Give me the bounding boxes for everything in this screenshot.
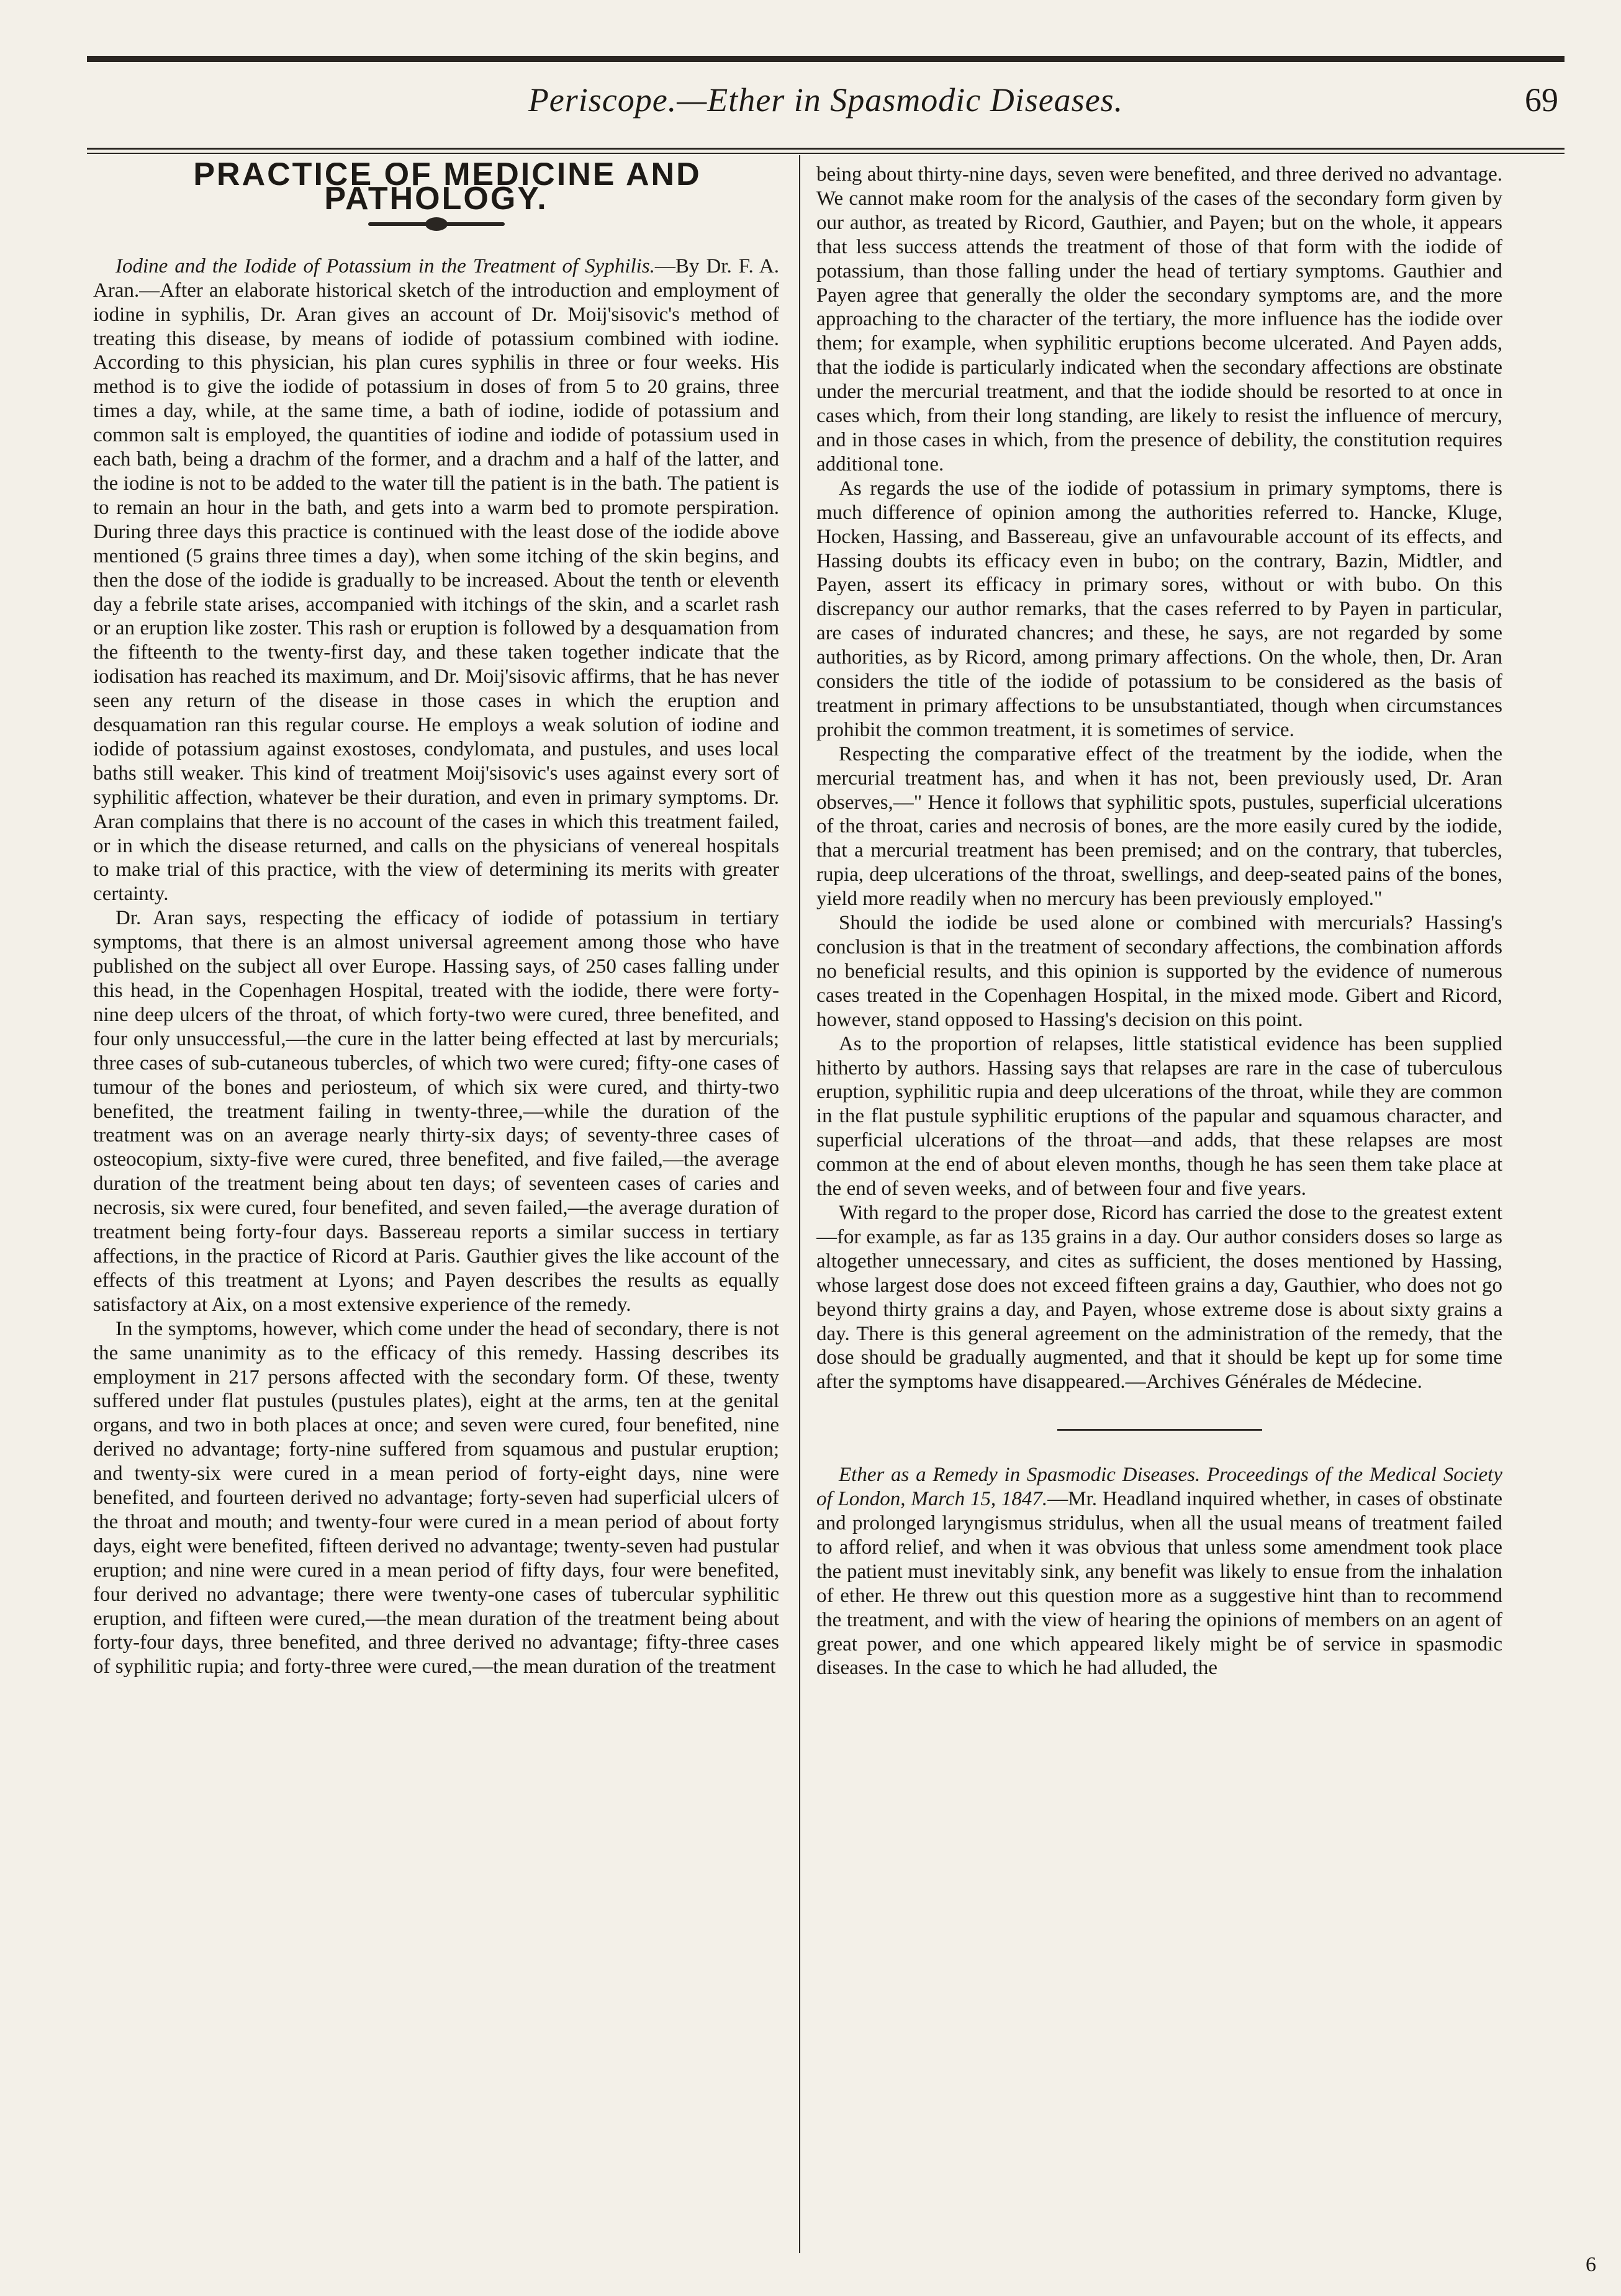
article-paragraph: As regards the use of the iodide of potassium in primary symptoms, there is much difference of opinion among the authorities referred to. Hancke, Kluge, Hocken, Hassing, and Bassereau, give an unfavourable account of its effects, and Hassing doubts its efficacy even in bubo; on the contrary, Bazin, Midtler, and Payen, assert its efficacy in primary sores, without or with bubo. On this discrepancy our author remarks, that the cases referred to by Payen in particular, are cases of indurated chancres; and these, he says, are not regarded by some authorities, as by Ricord, among primary affections. On the whole, then, Dr. Aran considers the title of the iodide of potassium to be considered as the basis of treatment in primary affections to be unsubstantiated, though when circumstances prohibit the common treatment, it is sometimes of service. [816,477,1502,741]
article-paragraph [816,1463,1502,1680]
article-paragraph [93,254,779,906]
page-number: 69 [1525,81,1558,119]
article-paragraph: In the symptoms, however, which come under the head of secondary, there is not the same unanimity as to the efficacy of this remedy. Hassing describes its employment in 217 persons affected with the secondary form. Of these, twenty suffered under flat pustules (pustules plates), eight at the arms, ten at the genital organs, and two in both places at once; and seven were cured, four benefited, nine derived no advantage; forty-nine suffered from squamous and pustular eruption; and twenty-six were cured in a mean period of forty-eight days, nine were benefited, and fourteen derived no advantage; forty-seven had superficial ulcers of the throat and mouth; and twenty-four were cured in a mean period of about forty days, eight were benefited, fifteen derived no advantage; twenty-seven had pustular eruption; and nine were cured in a mean period of fifty days, four were benefited, four derived no advantage; there were twenty-one cases of tubercular syphilitic eruption, and fifteen were cured,—the mean duration of the treatment being about forty-four days, three benefited, and three derived no advantage; fifty-three cases of syphilitic rupia; and forty-three were cured,—the mean duration of the treatment [93,1317,779,1678]
article-separator-rule [1057,1429,1262,1431]
article-paragraph: Respecting the comparative effect of the treatment by the iodide, when the mercurial treatment has, and when it has not, been previously used, Dr. Aran observes,—" Hence it follows that syphilitic spots, pustules, superficial ulcerations of the throat, caries and necrosis of bones, are the more easily cured by the iodide, that a mercurial treatment has been premised; and on the contrary, that tubercles, rupia, deep ulcerations of the throat, swellings, and deep-seated pains of the bones, yield more readily when no mercury has been previously employed." [816,742,1502,911]
header-rule-secondary [87,153,1565,154]
article-title: Iodine and the Iodide of Potassium in the Treatment of Syphilis. [115,254,655,277]
article-paragraph: As to the proportion of relapses, little statistical evidence has been supplied hitherto by authors. Hassing says that relapses are rare in the case of tuberculous eruption, syphilitic rupia and deep ulcerations of the throat, while they are common in the flat pustule syphilitic eruptions of the papular and squamous character, and superficial ulcerations of the throat—and adds, that these relapses are most common at the end of about eleven months, though he has seen them take place at the end of seven weeks, and of between four and five years. [816,1032,1502,1200]
article-title: Ether as a Remedy in Spasmodic Diseases. Proceedings of the Medical Society of London, March 15, 1847. [816,1464,1502,1511]
top-border-rule [87,56,1565,62]
left-column [93,163,779,2254]
article-paragraph: Should the iodide be used alone or combined with mercurials? Hassing's conclusion is that in the treatment of secondary affections, the combination affords no beneficial results, and this opinion is supported by the evidence of numerous cases treated in the Copenhagen Hospital, in the mixed mode. Gibert and Ricord, however, stand opposed to Hassing's decision on this point. [816,912,1502,1031]
article-text: —Mr. Headland inquired whether, in cases of obstinate and prolonged laryngismus stridulus, when all the usual means of treatment failed to afford relief, and when it was obvious that unless some amendment took place the patient must inevitably sink, any benefit was likely to ensue from the inhalation of ether. He threw out this question more as a suggestive hint than to recommend the treatment, and with the view of hearing the opinions of members on an agent of great power, and one which appeared likely might be of service in spasmodic diseases. In the case to which he had alluded, the [816,1488,1502,1680]
article-paragraph: With regard to the proper dose, Ricord has carried the dose to the greatest extent—for example, as far as 135 grains in a day. Our author considers doses so large as altogether unnecessary, and cites as sufficient, the doses mentioned by Hassing, whose largest dose does not exceed fifteen grains a day, Gauthier, who does not go beyond thirty grains a day, and Payen, whose extreme dose is about sixty grains a day. There is this general agreement on the administration of the remedy, that the dose should be gradually augmented, and that it should be kept up for some time after the symptoms have disappeared.—Archives Générales de Médecine. [816,1201,1502,1393]
right-column [816,163,1502,2254]
header-rule [87,148,1565,150]
ornament-divider [368,222,505,226]
column-divider [799,155,800,2253]
page-header [87,81,1565,137]
section-title: PRACTICE OF MEDICINE AND PATHOLOGY. [193,163,702,217]
article-paragraph: being about thirty-nine days, seven were benefited, and three derived no advantage. We cannot make room for the analysis of the cases of the secondary form given by our author, as treated by Ricord, Gauthier, and Payen; but on the whole, it appears that less success attends the treatment of those of that form with the iodide of potassium, than those falling under the head of tertiary symptoms. Gauthier and Payen agree that generally the older the secondary symptoms are, and the more approaching to the character of the tertiary, the more influence has the iodide over them; for example, when syphilitic eruptions become ulcerated. And Payen adds, that the iodide is particularly indicated when the secondary affections are obstinate under the mercurial treatment, and that the iodide should be resorted to at once in cases which, from their long standing, are likely to resist the influence of mercury, and in those cases in which, from the presence of debility, the constitution requires additional tone. [816,163,1502,475]
signature-mark: 6 [1586,2253,1596,2276]
article-paragraph: Dr. Aran says, respecting the efficacy of iodide of potassium in tertiary symptoms, that there is an almost universal agreement among those who have published on the subject all over Europe. Hassing says, of 250 cases falling under this head, in the Copenhagen Hospital, treated with the iodide, there were forty-nine deep ulcers of the throat, of which forty-two were cured, three benefited, and four only unsuccessful,—the cure in the latter being effected at last by mercurials; three cases of sub-cutaneous tubercles, of which two were cured; fifty-one cases of tumour of the bones and periosteum, of which six were cured, and thirty-two benefited, the treatment failing in twenty-three,—while the duration of the treatment was on an average nearly thirty-six days; of seventy-three cases of osteocopium, sixty-five were cured, three benefited, and five failed,—the average duration of the treatment being about ten days; of seventeen cases of caries and necrosis, six were cured, four benefited, and seven failed,—the average duration of treatment being forty-four days. Bassereau reports a similar success in tertiary affections, in the practice of Ricord at Paris. Gauthier gives the like account of the effects of this treatment at Lyons; and Payen describes the results as equally satisfactory at Aix, on a most extensive experience of the remedy. [93,907,779,1316]
article-text: —By Dr. F. A. Aran.—After an elaborate historical sketch of the introduction and employment of iodine in syphilis, Dr. Aran gives an account of Dr. Moij'sisovic's method of treating this disease, by means of iodide of potassium combined with iodine. According to this physician, his plan cures syphilis in three or four weeks. His method is to give the iodide of potassium in doses of from 5 to 20 grains, three times a day, while, at the same time, a bath of iodine, iodide of potassium and common salt is employed, the quantities of iodine and iodide of potassium used in each bath, being a drachm of the former, and a drachm and a half of the latter, and the iodine is not to be added to the water till the patient is in the bath. The patient is to remain an hour in the bath, and gets into a warm bed to promote perspiration. During three days this practice is continued with the least dose of the iodide above mentioned (5 grains three times a day), when some itching of the skin begins, and then the dose of the iodide is gradually to be increased. About the tenth or eleventh day a febrile state arises, accompanied with itchings of the skin, and a scarlet rash or an eruption like zoster. This rash or eruption is followed by a desquamation from the fifteenth to the twenty-first day, and these taken together indicate that the iodisation has reached its maximum, and Dr. Moij'sisovic affirms, that he has never seen any return of the disease in those cases in which the eruption and desquamation ran this regular course. He employs a weak solution of iodine and iodide of potassium against exostoses, condylomata, and pustules, and uses local baths still weaker. This kind of treatment Moij'sisovic's uses against every sort of syphilitic affection, whatever be their duration, and even in primary symptoms. Dr. Aran complains that there is no account of the cases in which this treatment failed, or in which the disease returned, and calls on the physicians of venereal hospitals to make trial of this practice, with the view of determining its merits with greater certainty. [93,254,779,906]
running-head: Periscope.—Ether in Spasmodic Diseases. [528,81,1124,119]
